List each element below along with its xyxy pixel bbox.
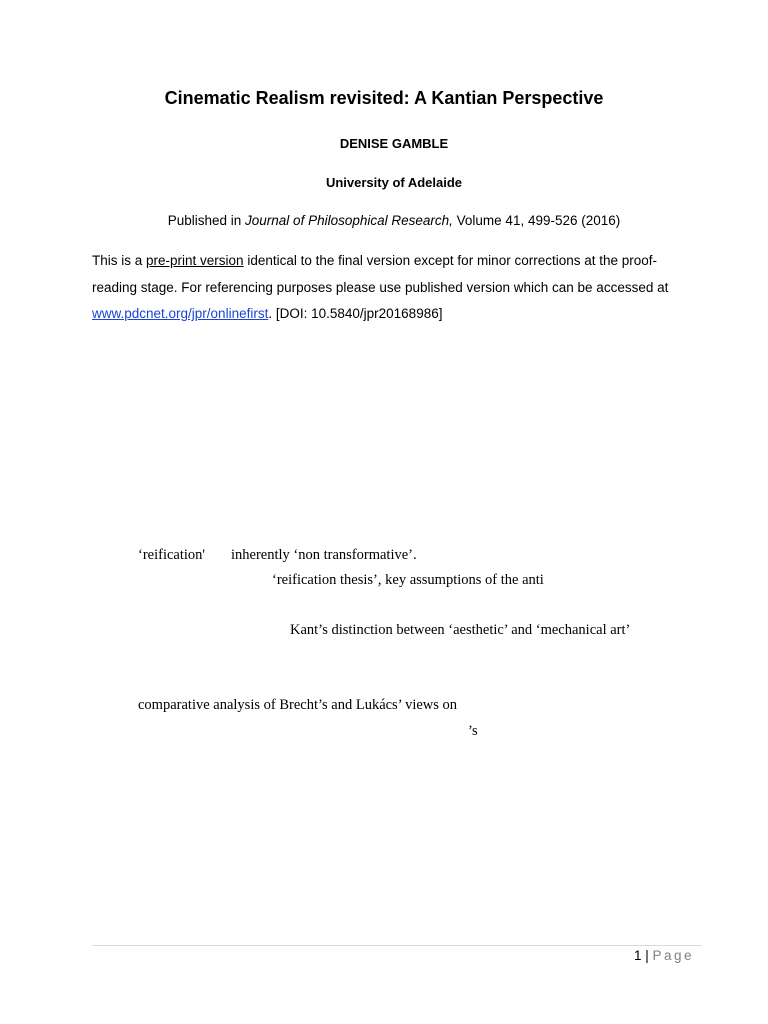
document-title: Cinematic Realism revisited: A Kantian Perspective: [164, 88, 604, 108]
text-fragment: ‘reification': [138, 547, 206, 563]
pdcnet-link[interactable]: www.pdcnet.org/jpr/onlinefirst: [92, 306, 269, 321]
text-fragment: ‘reification thesis’, key assumptions of the anti: [272, 572, 544, 588]
text-fragment: inherently ‘non transformative’.: [231, 547, 417, 563]
publication-info: [0, 213, 768, 228]
text-fragment: comparative analysis of Brecht’s and Lukács’ views on: [138, 697, 458, 713]
author-affiliation: University of Adelaide: [325, 175, 463, 190]
text-fragment: Kant’s distinction between ‘aesthetic’ and ‘mechanical art’: [290, 622, 631, 638]
publication-suffix: Volume 41, 499-526 (2016): [452, 213, 621, 228]
page-footer: [634, 948, 694, 963]
notice-line-1: [92, 253, 657, 268]
text-fragment: ’s: [468, 723, 478, 739]
notice-line-2: reading stage. For referencing purposes please use published version which can be accessed at: [92, 280, 669, 295]
doi-text: . [DOI: 10.5840/jpr20168986]: [268, 306, 443, 321]
journal-name: Journal of Philosophical Research,: [245, 213, 453, 228]
author-name: DENISE GAMBLE: [339, 136, 449, 151]
page-number: 1: [633, 948, 642, 963]
publication-prefix: Published in: [167, 213, 246, 228]
footer-divider: [92, 945, 702, 946]
preprint-version-label: pre-print version: [146, 253, 244, 268]
footer-separator: |: [641, 948, 653, 963]
notice-text: This is a: [92, 253, 147, 268]
notice-line-3: [92, 306, 442, 321]
notice-text: identical to the final version except for minor corrections at the proof-: [243, 253, 658, 268]
page-label: Page: [652, 948, 694, 963]
